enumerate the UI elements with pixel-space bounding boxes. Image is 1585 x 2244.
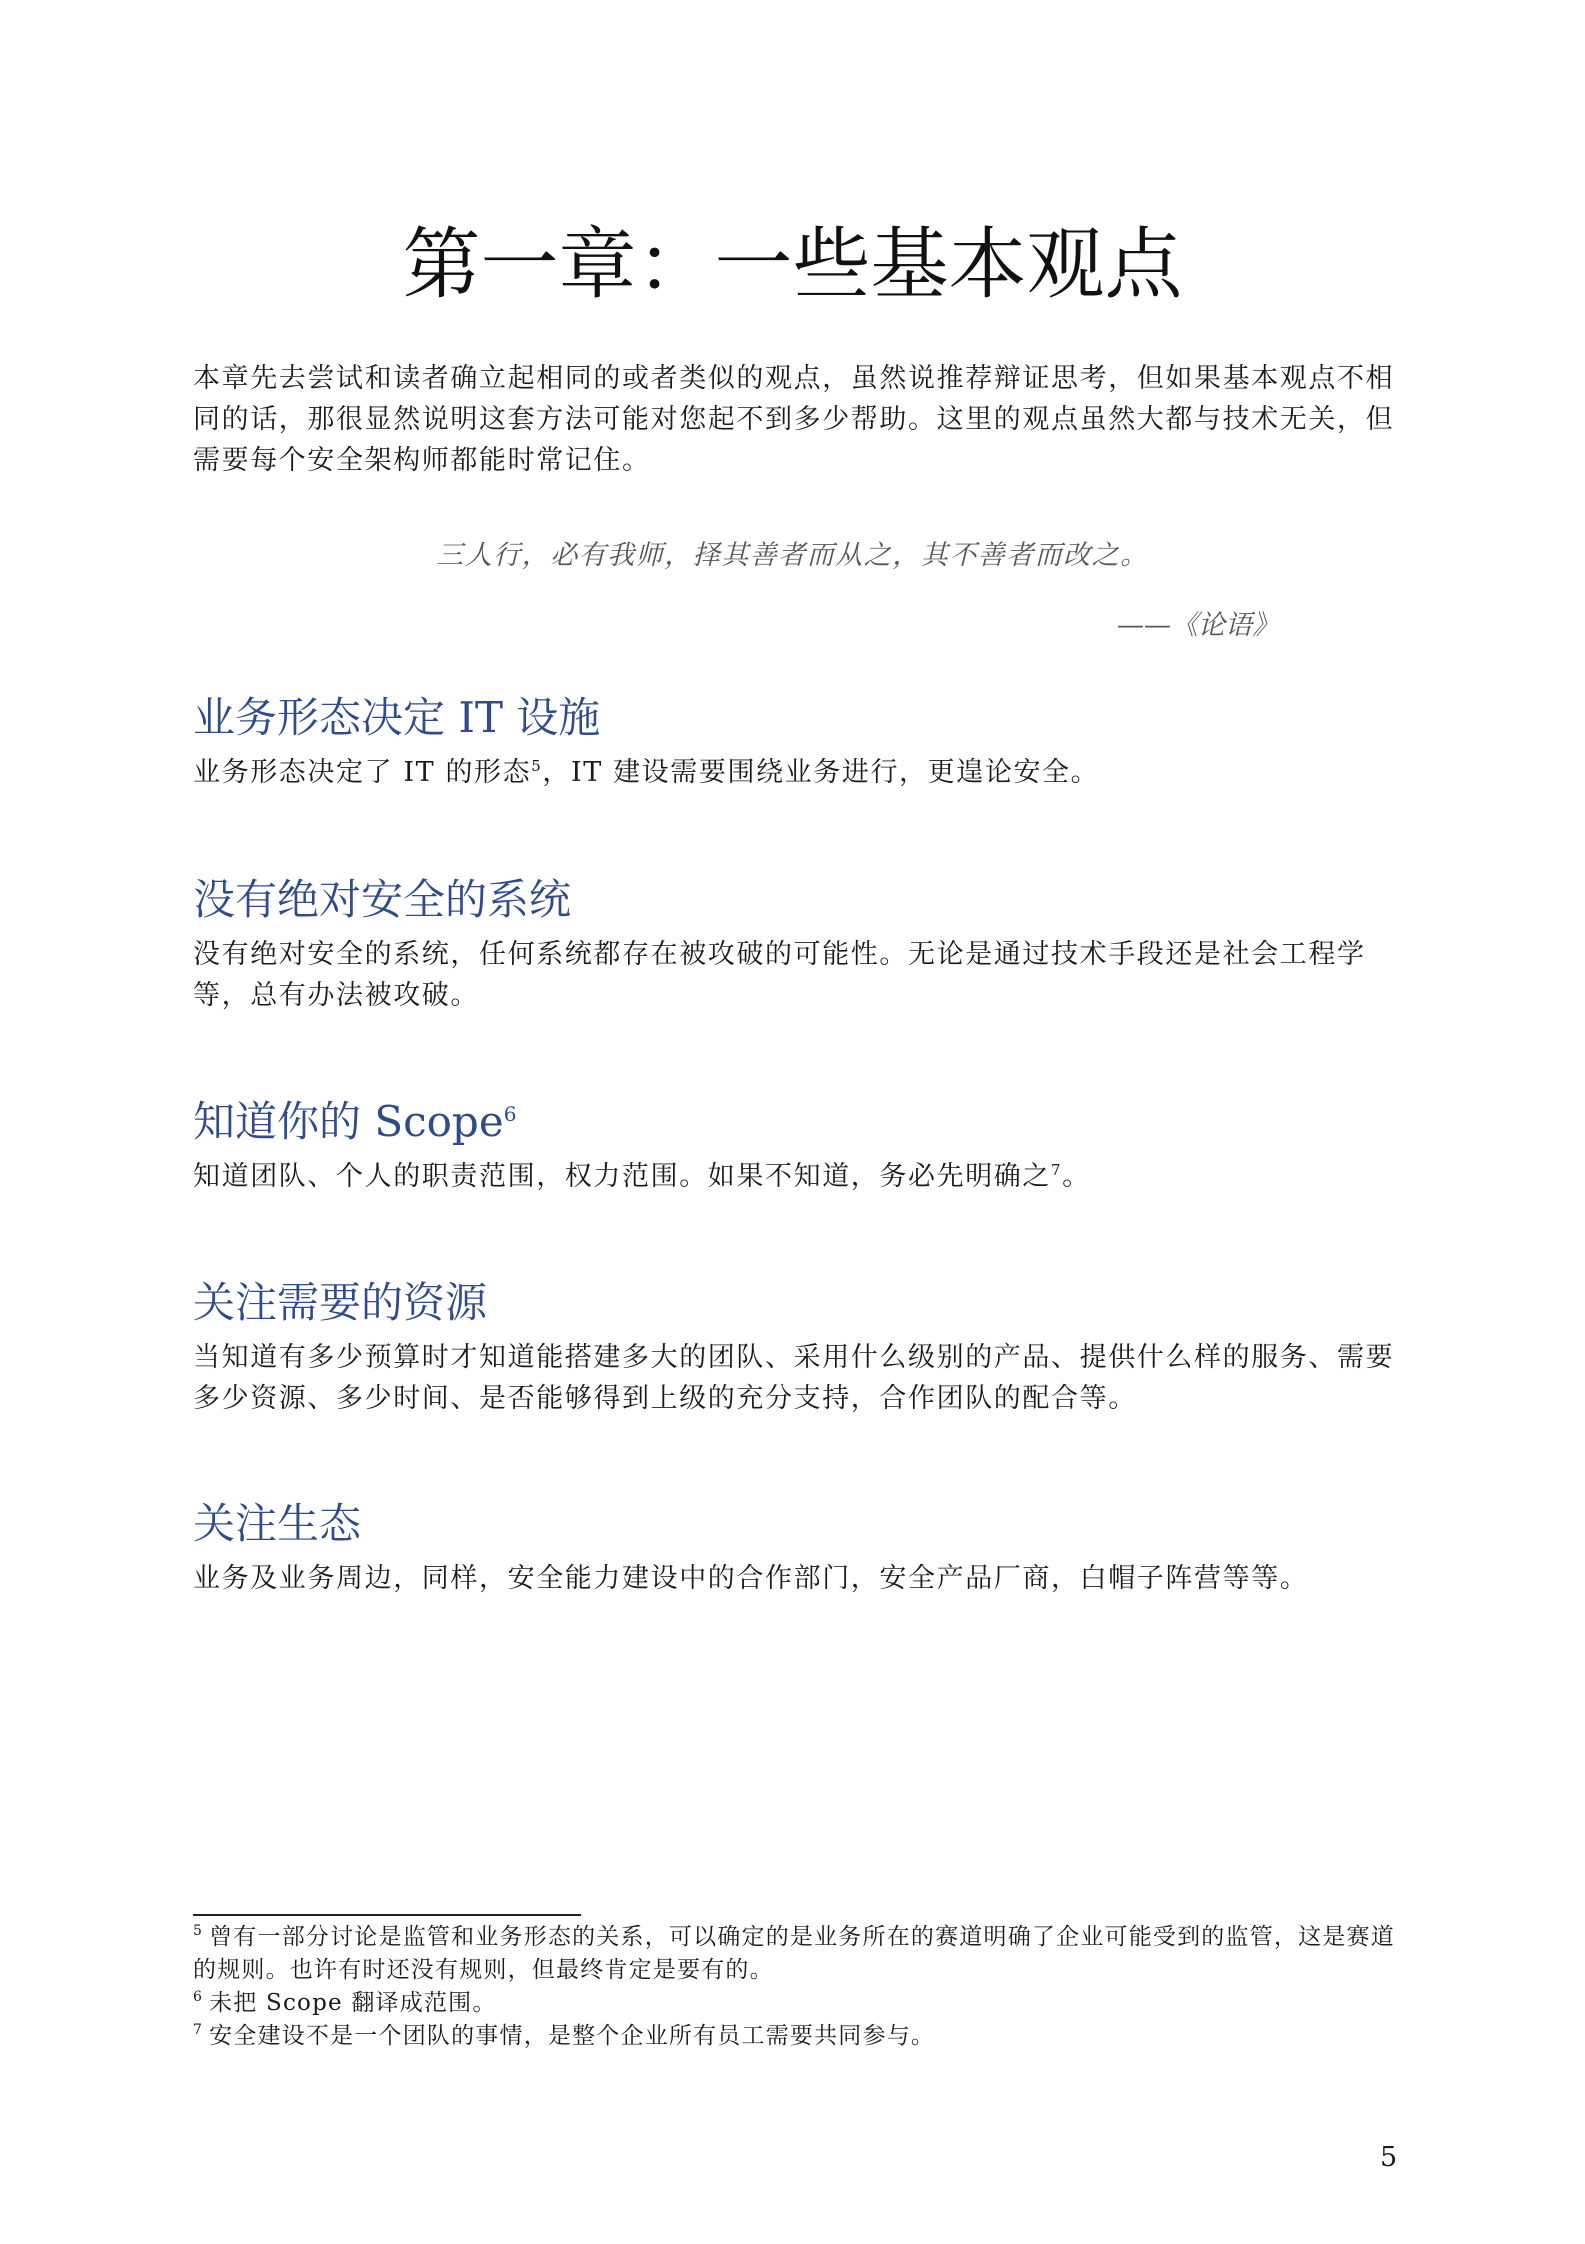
- footnote-mark: 5: [193, 1923, 204, 1940]
- section-body: 业务及业务周边，同样，安全能力建设中的合作部门，安全产品厂商，白帽子阵营等等。: [193, 1563, 1309, 1594]
- section-heading-text: 知道你的 Scope: [193, 1097, 504, 1146]
- section-body-text: 业务形态决定了 IT 的形态: [193, 757, 532, 788]
- chapter-title: 第一章：一些基本观点: [402, 220, 1183, 310]
- page-number: 5: [1380, 2142, 1398, 2173]
- footnote-divider: [193, 1914, 581, 1916]
- section-body: [193, 752, 1403, 793]
- intro-paragraph: 本章先去尝试和读者确立起相同的或者类似的观点，虽然说推荐辩证思考，但如果基本观点不相同的话，那很显然说明这套方法可能对您起不到多少帮助。这里的观点虽然大都与技术无关，但需要每个安全架构师都能时常记住。: [193, 363, 1395, 476]
- section-know-your-scope: [193, 1094, 1403, 1197]
- footnote-ref-7[interactable]: 7: [1051, 1161, 1063, 1179]
- section-body-text: ，IT 建设需要围绕业务进行，更遑论安全。: [542, 757, 1100, 788]
- section-heading: 业务形态决定 IT 设施: [193, 693, 601, 742]
- epigraph-source: ——《论语》: [1117, 610, 1279, 641]
- section-heading: 关注需要的资源: [193, 1278, 488, 1327]
- footnote-ref-5[interactable]: 5: [531, 757, 543, 775]
- section-ecosystem: [193, 1496, 1403, 1599]
- footnote-6: [193, 1987, 1403, 2020]
- footnote-mark: 6: [193, 1989, 204, 2006]
- footnote-text: 曾有一部分讨论是监管和业务形态的关系，可以确定的是业务所在的赛道明确了企业可能受到的监管，这是赛道的规则。也许有时还没有规则，但最终肯定是要有的。: [193, 1924, 1395, 1983]
- epigraph-quote: 三人行，必有我师，择其善者而从之，其不善者而改之。: [436, 540, 1149, 571]
- section-body: [193, 1156, 1403, 1197]
- section-business-form: [193, 690, 1403, 793]
- section-body: 没有绝对安全的系统，任何系统都存在被攻破的可能性。无论是通过技术手段还是社会工程学等，总有办法被攻破。: [193, 939, 1366, 1011]
- section-heading: 没有绝对安全的系统: [193, 875, 572, 924]
- footnote-5: [193, 1921, 1403, 1987]
- footnote-7: [193, 2020, 1403, 2053]
- section-heading: 关注生态: [193, 1499, 362, 1548]
- footnote-ref-6[interactable]: 6: [503, 1102, 517, 1126]
- section-body: 当知道有多少预算时才知道能搭建多大的团队、采用什么级别的产品、提供什么样的服务、需要多少资源、多少时间、是否能够得到上级的充分支持，合作团队的配合等。: [193, 1342, 1395, 1414]
- section-heading: [193, 1094, 1403, 1150]
- footnote-mark: 7: [193, 2022, 204, 2039]
- section-body-text: 知道团队、个人的职责范围，权力范围。如果不知道，务必先明确之: [193, 1161, 1051, 1192]
- section-resources: [193, 1275, 1403, 1419]
- footnote-text: 未把 Scope 翻译成范围。: [209, 1990, 497, 2016]
- footnote-text: 安全建设不是一个团队的事情，是整个企业所有员工需要共同参与。: [209, 2023, 936, 2049]
- footnotes: [193, 1921, 1403, 2053]
- section-body-text: 。: [1062, 1161, 1091, 1192]
- section-no-absolute-security: [193, 872, 1403, 1016]
